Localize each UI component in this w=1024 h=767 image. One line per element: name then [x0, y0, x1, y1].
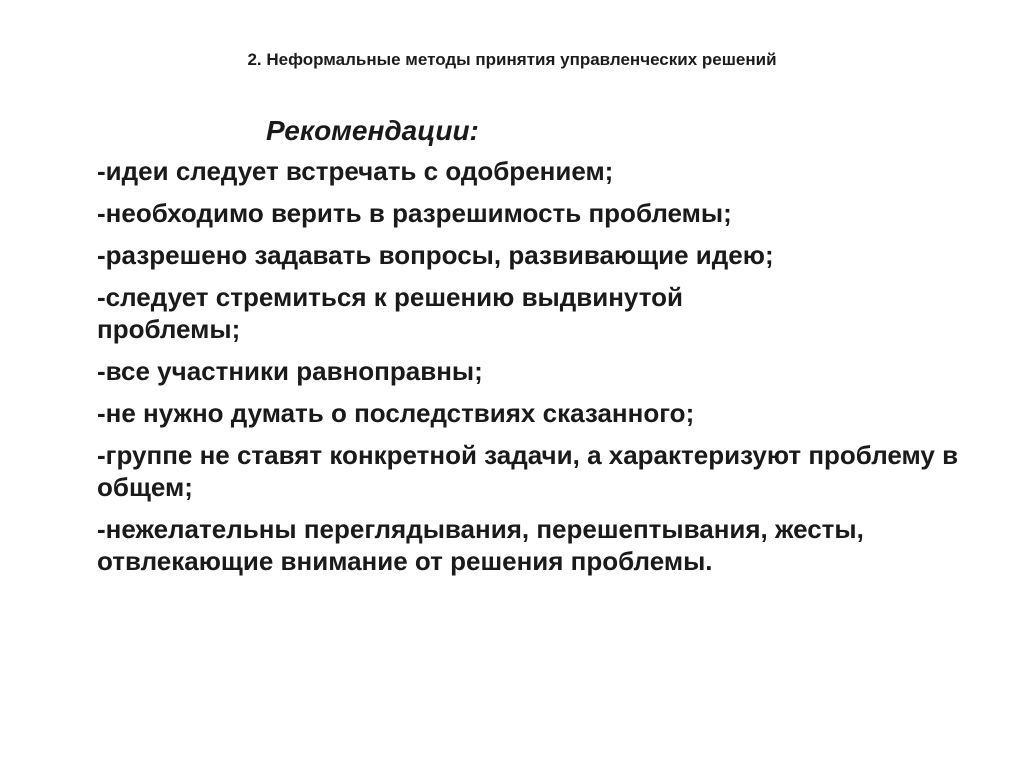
list-item: -следует стремиться к решению выдвинутой проблемы;	[97, 282, 683, 344]
slide-title: 2. Неформальные методы принятия управленческих решений	[247, 50, 777, 69]
list-item: -все участники равноправны;	[97, 356, 483, 386]
list-item: -нежелательны переглядывания, перешептывания, жесты, отвлекающие внимание от решения проблемы.	[97, 514, 864, 576]
list-item: -группе не ставят конкретной задачи, а характеризуют проблему в общем;	[97, 440, 959, 502]
list-item: -идеи следует встречать с одобрением;	[97, 156, 614, 186]
recommendations-list	[97, 155, 997, 587]
list-item: -необходимо верить в разрешимость проблемы;	[97, 198, 732, 228]
recommendations-heading: Рекомендации:	[266, 115, 479, 146]
list-item: -не нужно думать о последствиях сказанного;	[97, 398, 695, 428]
list-item: -разрешено задавать вопросы, развивающие идею;	[97, 240, 774, 270]
